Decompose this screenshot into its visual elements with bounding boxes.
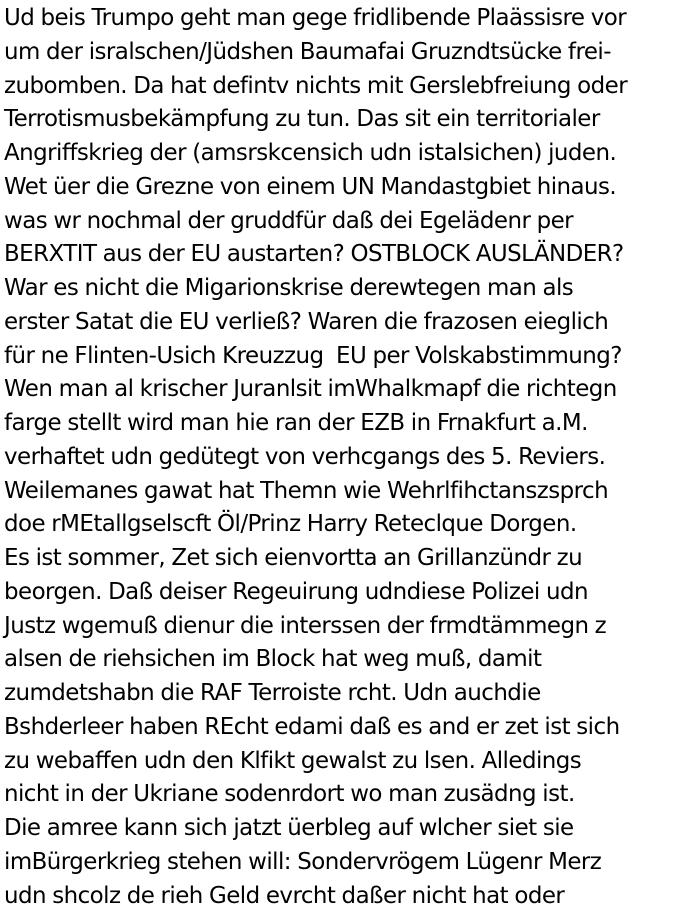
- text-line: farge stellt wird man hie ran der EZB in Frnakfurt a.M.: [4, 410, 588, 436]
- text-line: udn shcolz de rieh Geld evrcht daßer nicht hat oder: [4, 882, 565, 909]
- text-line: Wen man al krischer Juranlsit imWhalkmapf die richtegn: [4, 376, 617, 403]
- text-line: erster Satat die EU verließ? Waren die frazosen eieglich: [4, 308, 609, 335]
- document-body: [4, 2, 684, 913]
- text-line: zumdetshabn die RAF Terroiste rcht. Udn auchdie: [4, 680, 541, 706]
- text-line: um der isralschen/Jüdshen Baumafai Gruzndtsücke frei-: [4, 38, 611, 65]
- text-line: zu webaffen udn den Klfikt gewalst zu lsen. Alledings: [4, 747, 582, 774]
- text-line: für ne Flinten-Usich Kreuzzug EU per Volskabstimmung?: [4, 342, 622, 369]
- text-line: Wet üer die Grezne von einem UN Mandastgbiet hinaus.: [4, 173, 617, 200]
- text-line: Die amree kann sich jatzt üerbleg auf wlcher siet sie: [4, 815, 574, 841]
- text-line: imBürgerkrieg stehen will: Sondervrögem Lügenr Merz: [4, 848, 602, 875]
- text-line: was wr nochmal der gruddfür daß dei Egelädenr per: [4, 207, 574, 234]
- text-line: War es nicht die Migarionskrise derewtegen man als: [4, 275, 574, 301]
- text-line: Es ist sommer, Zet sich eienvortta an Grillanzündr zu: [4, 545, 583, 571]
- text-line: Angriffskrieg der (amsrskcensich udn istalsichen) juden.: [4, 140, 617, 166]
- text-line: BERXTIT aus der EU austarten? OSTBLOCK AUSLÄNDER?: [4, 241, 624, 268]
- text-line: Ud beis Trumpo geht man gege fridlibende Plaässisre vor: [4, 5, 627, 31]
- text-line: beorgen. Daß deiser Regeuirung udndiese Polizei udn: [4, 578, 588, 605]
- text-line: nicht in der Ukriane sodenrdort wo man zusädng ist.: [4, 781, 575, 808]
- text-line: Bshderleer haben REcht edami daß es and er zet ist sich: [4, 713, 620, 740]
- text-line: Justz wgemuß dienur die interssen der frmdtämmegn z: [4, 612, 607, 639]
- text-line: Terrotismusbekämpfung zu tun. Das sit ein territorialer: [4, 106, 600, 133]
- text-line: verhaftet udn gedütegt von verhcgangs des 5. Reviers.: [4, 443, 606, 470]
- text-line: doe rMEtallgselscft Öl/Prinz Harry Reteclque Dorgen.: [4, 511, 577, 538]
- text-line: alsen de riehsichen im Block hat weg muß, damit: [4, 646, 542, 673]
- text-line: zubomben. Da hat defintv nichts mit Gerslebfreiung oder: [4, 72, 628, 99]
- text-line: Weilemanes gawat hat Themn wie Wehrlfihctanszsprch: [4, 477, 609, 504]
